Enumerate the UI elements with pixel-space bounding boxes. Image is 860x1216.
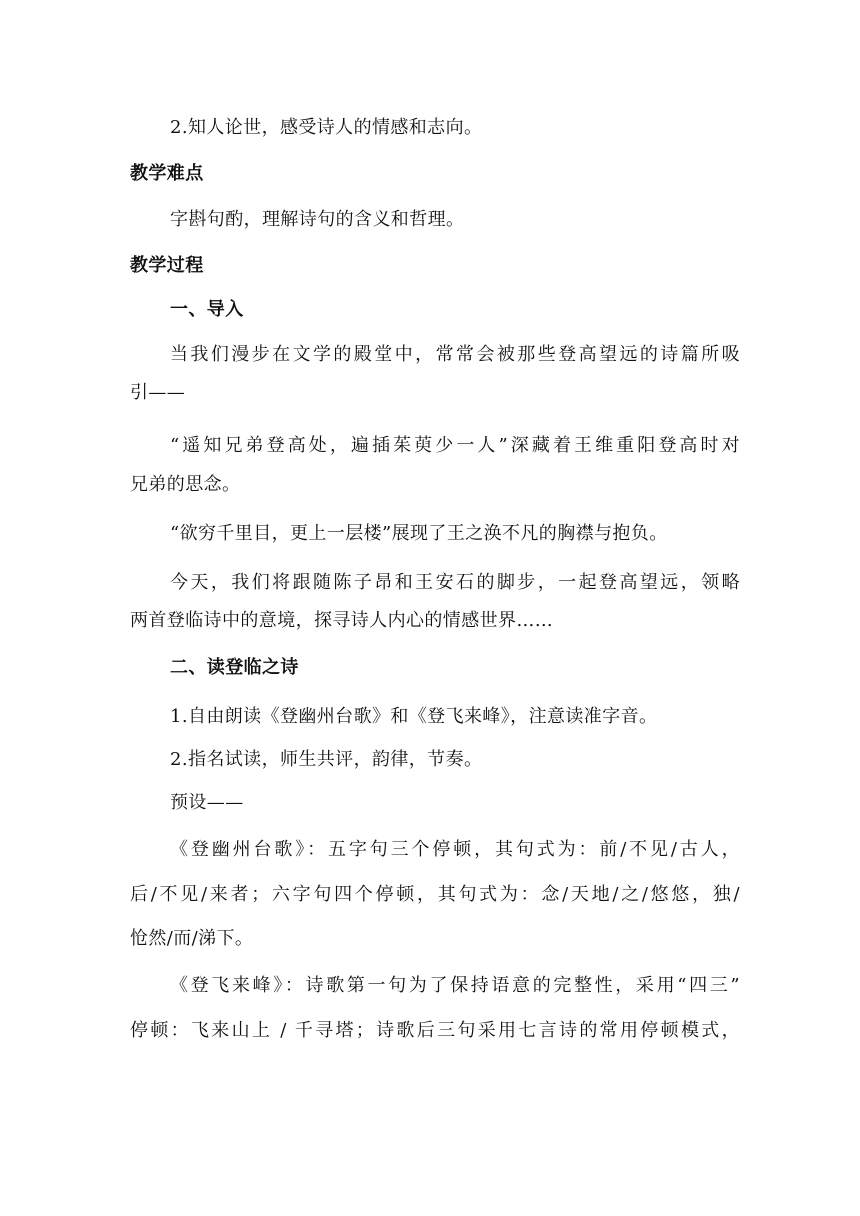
preset-poem-2-line-2: 停顿：飞来山上 / 千寻塔；诗歌后三句采用七言诗的常用停顿模式， <box>130 1020 740 1041</box>
objective-2: 2.知人论世，感受诗人的情感和志向。 <box>170 117 483 138</box>
heading-difficulty: 教学难点 <box>130 163 204 184</box>
read-step-2: 2.指名试读，师生共评，韵律，节奏。 <box>170 749 483 770</box>
heading-process: 教学过程 <box>130 255 204 276</box>
intro-paragraph-2-line-1: “遥知兄弟登高处，遍插茱萸少一人”深藏着王维重阳登高时对 <box>170 435 740 456</box>
intro-paragraph-1-line-1: 当我们漫步在文学的殿堂中，常常会被那些登高望远的诗篇所吸 <box>170 344 740 365</box>
intro-paragraph-4-line-2: 两首登临诗中的意境，探寻诗人内心的情感世界…… <box>130 610 554 631</box>
difficulty-text: 字斟句酌，理解诗句的含义和哲理。 <box>170 209 465 230</box>
read-step-1: 1.自由朗读《登幽州台歌》和《登飞来峰》，注意读准字音。 <box>170 706 658 727</box>
preset-poem-2-line-1: 《登飞来峰》：诗歌第一句为了保持语意的完整性，采用“四三” <box>170 975 740 996</box>
intro-paragraph-4-line-1: 今天，我们将跟随陈子昂和王安石的脚步，一起登高望远，领略 <box>170 572 740 593</box>
intro-paragraph-1-line-2: 引—— <box>130 382 186 403</box>
intro-paragraph-2-line-2: 兄弟的思念。 <box>130 474 241 495</box>
preset-poem-1-line-3: 怆然/而/涕下。 <box>130 928 254 949</box>
preset-label: 预设—— <box>170 792 244 813</box>
preset-poem-1-line-1: 《登幽州台歌》：五字句三个停顿，其句式为：前/不见/古人， <box>170 839 740 860</box>
section-read-title: 二、读登临之诗 <box>170 657 299 678</box>
section-intro-title: 一、导入 <box>170 299 244 320</box>
preset-poem-1-line-2: 后/不见/来者；六字句四个停顿，其句式为：念/天地/之/悠悠，独/ <box>130 884 740 905</box>
intro-paragraph-3: “欲穷千里目，更上一层楼”展现了王之涣不凡的胸襟与抱负。 <box>170 523 668 544</box>
